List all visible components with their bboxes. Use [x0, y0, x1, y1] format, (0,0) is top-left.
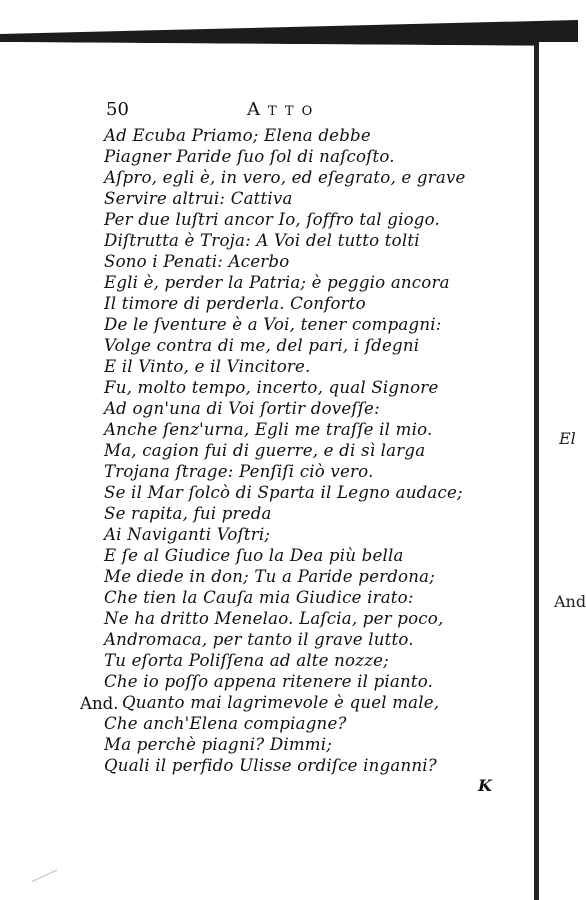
- verse-line: Che tien la Cauſa mia Giudice irato:: [104, 588, 414, 607]
- verse-line: Ma perchè piagni? Dimmi;: [104, 735, 332, 754]
- page-top-edge: [0, 0, 578, 50]
- verse-line: Se il Mar ſolcò di Sparta il Legno audace;: [104, 483, 463, 502]
- verse-line: Tu eſorta Poliſſena ad alte nozze;: [104, 651, 389, 670]
- verse-line: E ſe al Giudice ſuo la Dea più bella: [104, 546, 404, 565]
- verse-line: Ad Ecuba Priamo; Elena debbe: [104, 126, 371, 145]
- verse-line: Quali il perfido Ulisse ordiſce inganni?: [104, 756, 437, 775]
- paper-smudge: [31, 870, 60, 890]
- verse-line: Ad ogn'una di Voi ſortir doveſſe:: [104, 399, 380, 418]
- facing-page-fragment-and: And: [554, 592, 586, 611]
- verse-line: Che anch'Elena compiagne?: [104, 714, 347, 733]
- verse-line: Ne ha dritto Menelao. Laſcia, per poco,: [104, 609, 444, 628]
- verse-line: Egli è, perder la Patria; è peggio ancora: [104, 273, 450, 292]
- verse-line: Ai Naviganti Voſtri;: [104, 525, 271, 544]
- verse-line: Piagner Paride ſuo ſol di naſcoſto.: [104, 147, 395, 166]
- verse-line: Trojana ſtrage: Penſiſi ciò vero.: [104, 462, 374, 481]
- verse-line: Sono i Penati: Acerbo: [104, 252, 290, 271]
- verse-line: Diſtrutta è Troja: A Voi del tutto tolti: [104, 231, 420, 250]
- page-number: 50: [106, 99, 129, 120]
- verse-line: Me diede in don; Tu a Paride perdona;: [104, 567, 436, 586]
- verse-line: Fu, molto tempo, incerto, qual Signore: [104, 378, 439, 397]
- verse-line: Se rapita, fui preda: [104, 504, 272, 523]
- verse-line: Che io poſſo appena ritenere il pianto.: [104, 672, 434, 691]
- verse-line: Andromaca, per tanto il grave lutto.: [104, 630, 414, 649]
- verse-line: Quanto mai lagrimevole è quel male,: [122, 693, 440, 712]
- facing-page-fragment-el: El: [559, 429, 576, 448]
- running-head: Atto: [247, 99, 321, 120]
- facing-page-edge: [539, 42, 578, 900]
- verse-line: Ma, cagion fui di guerre, e di sì larga: [104, 441, 426, 460]
- verse-line: Aſpro, egli è, in vero, ed eſegrato, e grave: [104, 168, 466, 187]
- catchword-signature: K: [478, 776, 492, 795]
- verse-line: Servire altrui: Cattiva: [104, 189, 293, 208]
- verse-line: Per due luſtri ancor Io, ſoffro tal giogo.: [104, 210, 441, 229]
- speaker-label: And.: [80, 694, 119, 713]
- verse-line: Volge contra di me, del pari, i ſdegni: [104, 336, 420, 355]
- verse-line: E il Vinto, e il Vincitore.: [104, 357, 311, 376]
- verse-line: Anche ſenz'urna, Egli me traſſe il mio.: [104, 420, 433, 439]
- verse-line: De le ſventure è a Voi, tener compagni:: [104, 315, 442, 334]
- verse-line: Il timore di perderla. Conforto: [104, 294, 366, 313]
